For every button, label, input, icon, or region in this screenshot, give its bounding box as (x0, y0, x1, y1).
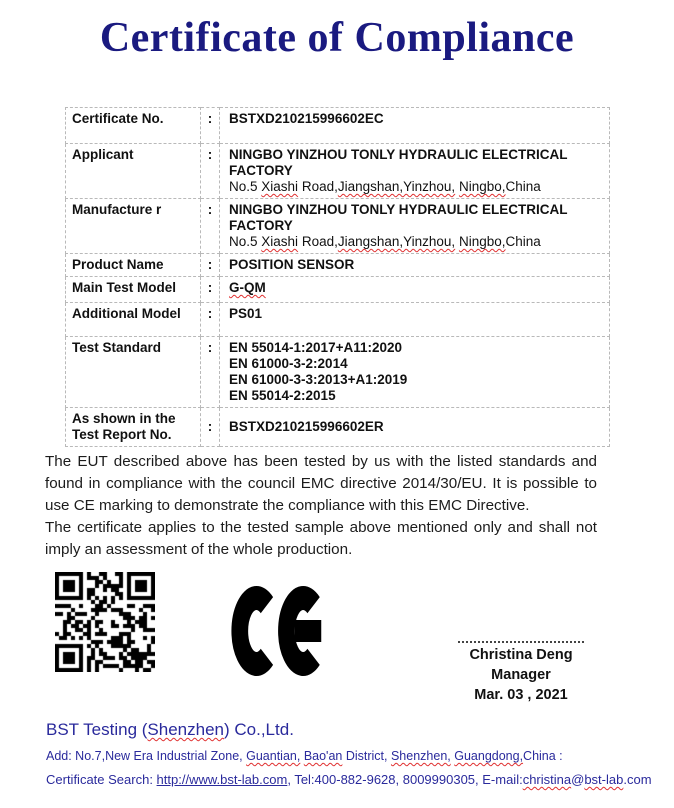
main-test-model-label: Main Test Model (66, 277, 201, 303)
ce-mark-icon (230, 584, 331, 678)
colon-separator: : (201, 303, 220, 337)
text-segment: Shenzhen (147, 720, 224, 739)
text-segment: No.5 (229, 179, 262, 194)
text-segment: @ (571, 772, 585, 787)
table-row-test-report-no (66, 408, 610, 447)
manufacturer-address (229, 234, 605, 250)
manufacturer-company: NINGBO YINZHOU TONLY HYDRAULIC ELECTRICAL FACTORY (229, 202, 568, 233)
lab-name (46, 720, 652, 740)
signature-date: Mar. 03 , 2021 (474, 687, 568, 703)
text-segment: ) Co.,Ltd. (224, 720, 294, 739)
table-row-test-standard (66, 337, 610, 408)
text-segment: Jiangshan,Yinzhou, (337, 179, 456, 194)
colon-separator: : (201, 254, 220, 277)
text-segment: China (505, 179, 541, 194)
text-segment: Jiangshan,Yinzhou, (337, 234, 456, 249)
text-segment: christina (522, 772, 572, 787)
certificate-search-link[interactable]: http://www.bst-lab.com (156, 772, 288, 787)
product-name-label: Product Name (66, 254, 201, 277)
text-segment: Shenzhen, (390, 749, 451, 763)
standard-line: EN 61000-3-2:2014 (229, 356, 348, 371)
test-report-no-value: BSTXD210215996602ER (220, 408, 610, 447)
text-segment: Ningbo, (458, 179, 506, 194)
colon-separator: : (201, 108, 220, 144)
colon-separator: : (201, 199, 220, 254)
text-segment: Road, (298, 179, 338, 194)
text-segment: District, (342, 749, 391, 763)
text-segment: No.5 (229, 234, 262, 249)
text-segment: Road, (298, 234, 338, 249)
table-row-manufacturer (66, 199, 610, 254)
signatory-role: Manager (491, 667, 551, 683)
applicant-label: Applicant (66, 144, 201, 199)
signatory-name: Christina Deng (469, 647, 573, 663)
text-segment: Add: No.7,New Era Industrial Zone, (46, 749, 247, 763)
certificate-no-label: Certificate No. (66, 108, 201, 144)
standard-line: EN 55014-2:2015 (229, 388, 336, 403)
certificate-no-value: BSTXD210215996602EC (220, 108, 610, 144)
main-test-model-value (220, 277, 610, 303)
applicant-address (229, 179, 605, 195)
signature-dotted-line (458, 629, 584, 643)
declaration-text (45, 451, 597, 561)
text-segment: , Tel:400-882-9628, 8009990305, E-mail: (287, 772, 523, 787)
lab-address (46, 749, 652, 764)
colon-separator: : (201, 144, 220, 199)
product-name-value: POSITION SENSOR (220, 254, 610, 277)
table-row-additional-model (66, 303, 610, 337)
lab-contact (46, 772, 652, 787)
text-segment: Xiashi (261, 234, 299, 249)
text-segment: Certificate Search: (46, 772, 157, 787)
certificate-table (65, 107, 610, 447)
page-title: Certificate of Compliance (99, 15, 575, 61)
manufacturer-label: Manufacture r (66, 199, 201, 254)
text-segment: .com (623, 772, 652, 787)
applicant-value (220, 144, 610, 199)
declaration-paragraph-1: The EUT described above has been tested by us with the listed standards and found in compliance with the council EMC directive 2014/30/EU. It is possible to use CE marking to demonstrate the compliance with this EMC Directive. (45, 453, 597, 514)
text-segment: G-QM (229, 280, 266, 295)
test-standard-label: Test Standard (66, 337, 201, 408)
additional-model-value: PS01 (220, 303, 610, 337)
table-row-main-test-model (66, 277, 610, 303)
standard-line: EN 55014-1:2017+A11:2020 (229, 340, 403, 355)
table-row-product-name (66, 254, 610, 277)
text-segment: Bao'an (303, 749, 343, 763)
text-segment: China (505, 234, 541, 249)
declaration-paragraph-2: The certificate applies to the tested sample above mentioned only and shall not imply an assessment of the whole production. (45, 519, 597, 558)
table-row-certificate-no (66, 108, 610, 144)
additional-model-label: Additional Model (66, 303, 201, 337)
table-row-applicant (66, 144, 610, 199)
qr-code (55, 572, 155, 672)
footer (46, 720, 652, 787)
colon-separator: : (201, 408, 220, 447)
text-segment: Xiashi (261, 179, 299, 194)
text-segment: bst-lab (584, 772, 624, 787)
test-standard-value (220, 337, 610, 408)
test-report-no-label: As shown in the Test Report No. (66, 408, 201, 447)
colon-separator: : (201, 277, 220, 303)
signature-block (433, 629, 609, 705)
manufacturer-value (220, 199, 610, 254)
colon-separator: : (201, 337, 220, 408)
text-segment: Guangdong, (454, 749, 524, 763)
text-segment: Guantian, (246, 749, 301, 763)
standard-line: EN 61000-3-3:2013+A1:2019 (229, 372, 408, 387)
text-segment: Ningbo, (458, 234, 506, 249)
applicant-company: NINGBO YINZHOU TONLY HYDRAULIC ELECTRICAL FACTORY (229, 147, 568, 178)
text-segment: China : (523, 749, 563, 763)
text-segment: BST Testing ( (46, 720, 148, 739)
